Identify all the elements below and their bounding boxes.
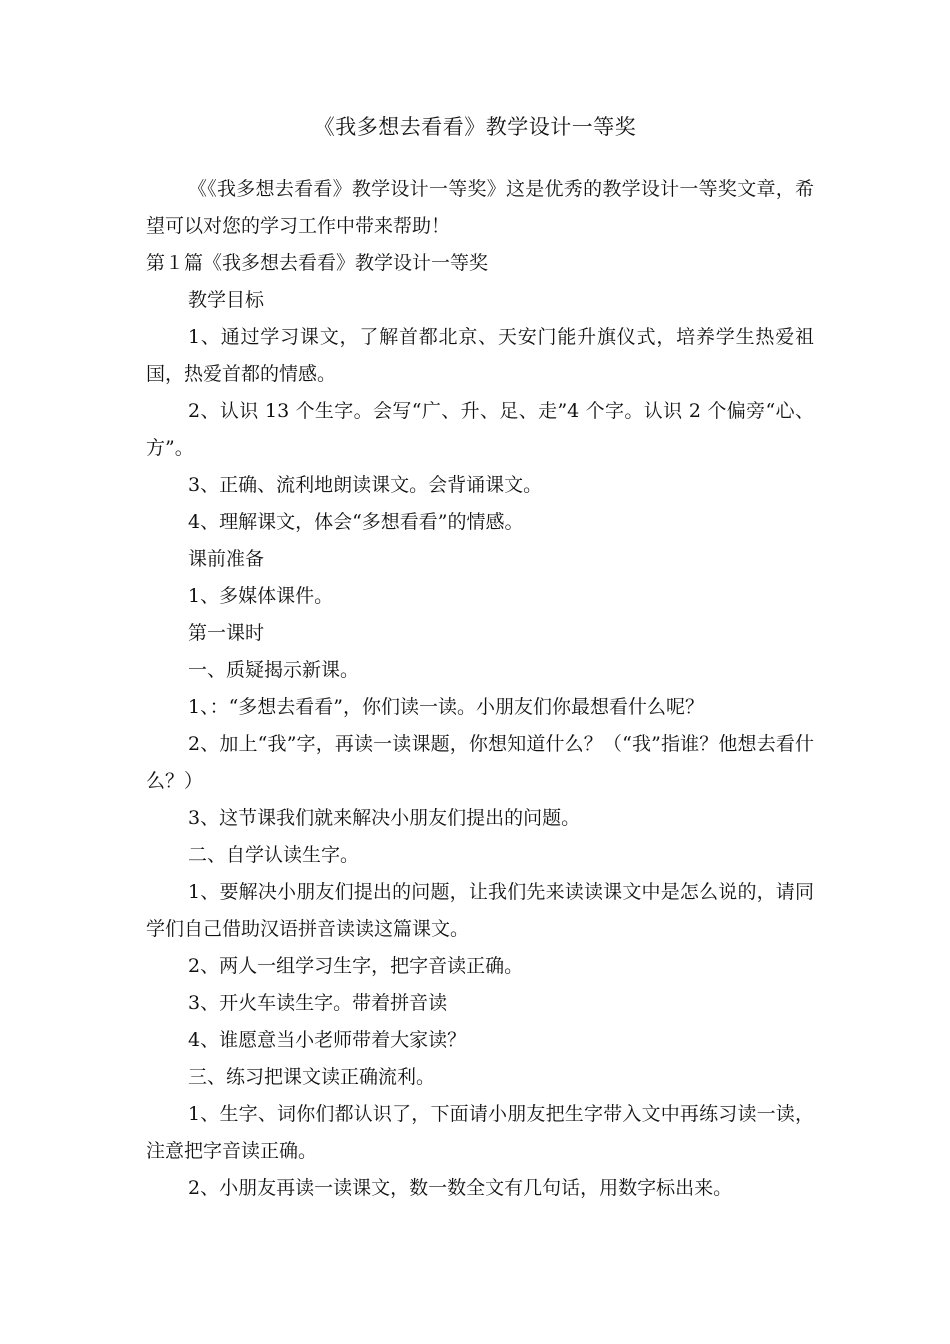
paragraph-teaching-goals-heading: 教学目标 [188,289,265,311]
paragraph-first-lesson-heading: 第一课时 [188,622,265,644]
paragraph-section-three-2: 2、小朋友再读一读课文，数一数全文有几句话，用数字标出来。 [188,1177,733,1199]
paragraph-preparation-1: 1、多媒体课件。 [188,585,334,607]
paragraph-preparation-heading: 课前准备 [188,548,265,570]
paragraph-section-one-1: 1、：“多想去看看”，你们读一读。小朋友们你最想看什么呢？ [188,696,705,718]
paragraph-section-three-heading: 三、练习把课文读正确流利。 [188,1066,436,1088]
paragraph-section-three-1: 1、生字、词你们都认识了，下面请小朋友把生字带入文中再练习读一读，注意把字音读正确。 [146,1103,814,1162]
paragraph-section-two-heading: 二、自学认读生字。 [188,844,360,866]
intro-paragraph: 《《我多想去看看》教学设计一等奖》这是优秀的教学设计一等奖文章，希望可以对您的学习工作中带来帮助！ [146,178,814,237]
paragraph-goal-4: 4、理解课文，体会“多想看看”的情感。 [188,511,524,533]
paragraph-goal-1: 1、通过学习课文，了解首都北京、天安门能升旗仪式，培养学生热爱祖国，热爱首都的情感。 [146,326,814,385]
paragraph-goal-3: 3、正确、流利地朗读课文。会背诵课文。 [188,474,543,496]
paragraph-goal-2: 2、认识 13 个生字。会写“广、升、足、走”4 个字。认识 2 个偏旁“心、方”。 [146,400,814,459]
paragraph-section-two-1: 1、要解决小朋友们提出的问题，让我们先来读读课文中是怎么说的，请同学们自己借助汉语拼音读读这篇课文。 [146,881,814,940]
paragraph-section-two-3: 3、开火车读生字。带着拼音读 [188,992,448,1014]
paragraph-section-one-heading: 一、质疑揭示新课。 [188,659,360,681]
paragraph-section-one-3: 3、这节课我们就来解决小朋友们提出的问题。 [188,807,581,829]
paragraph-section-two-2: 2、两人一组学习生字，把字音读正确。 [188,955,524,977]
paragraph-section-two-4: 4、谁愿意当小老师带着大家读？ [188,1029,467,1051]
document-body [146,171,814,1207]
section-heading: 第１篇《我多想去看看》教学设计一等奖 [146,252,489,274]
document-title: 《我多想去看看》教学设计一等奖 [313,115,637,139]
paragraph-section-one-2: 2、加上“我”字，再读一读课题，你想知道什么？（“我”指谁？他想去看什么？） [146,733,814,792]
